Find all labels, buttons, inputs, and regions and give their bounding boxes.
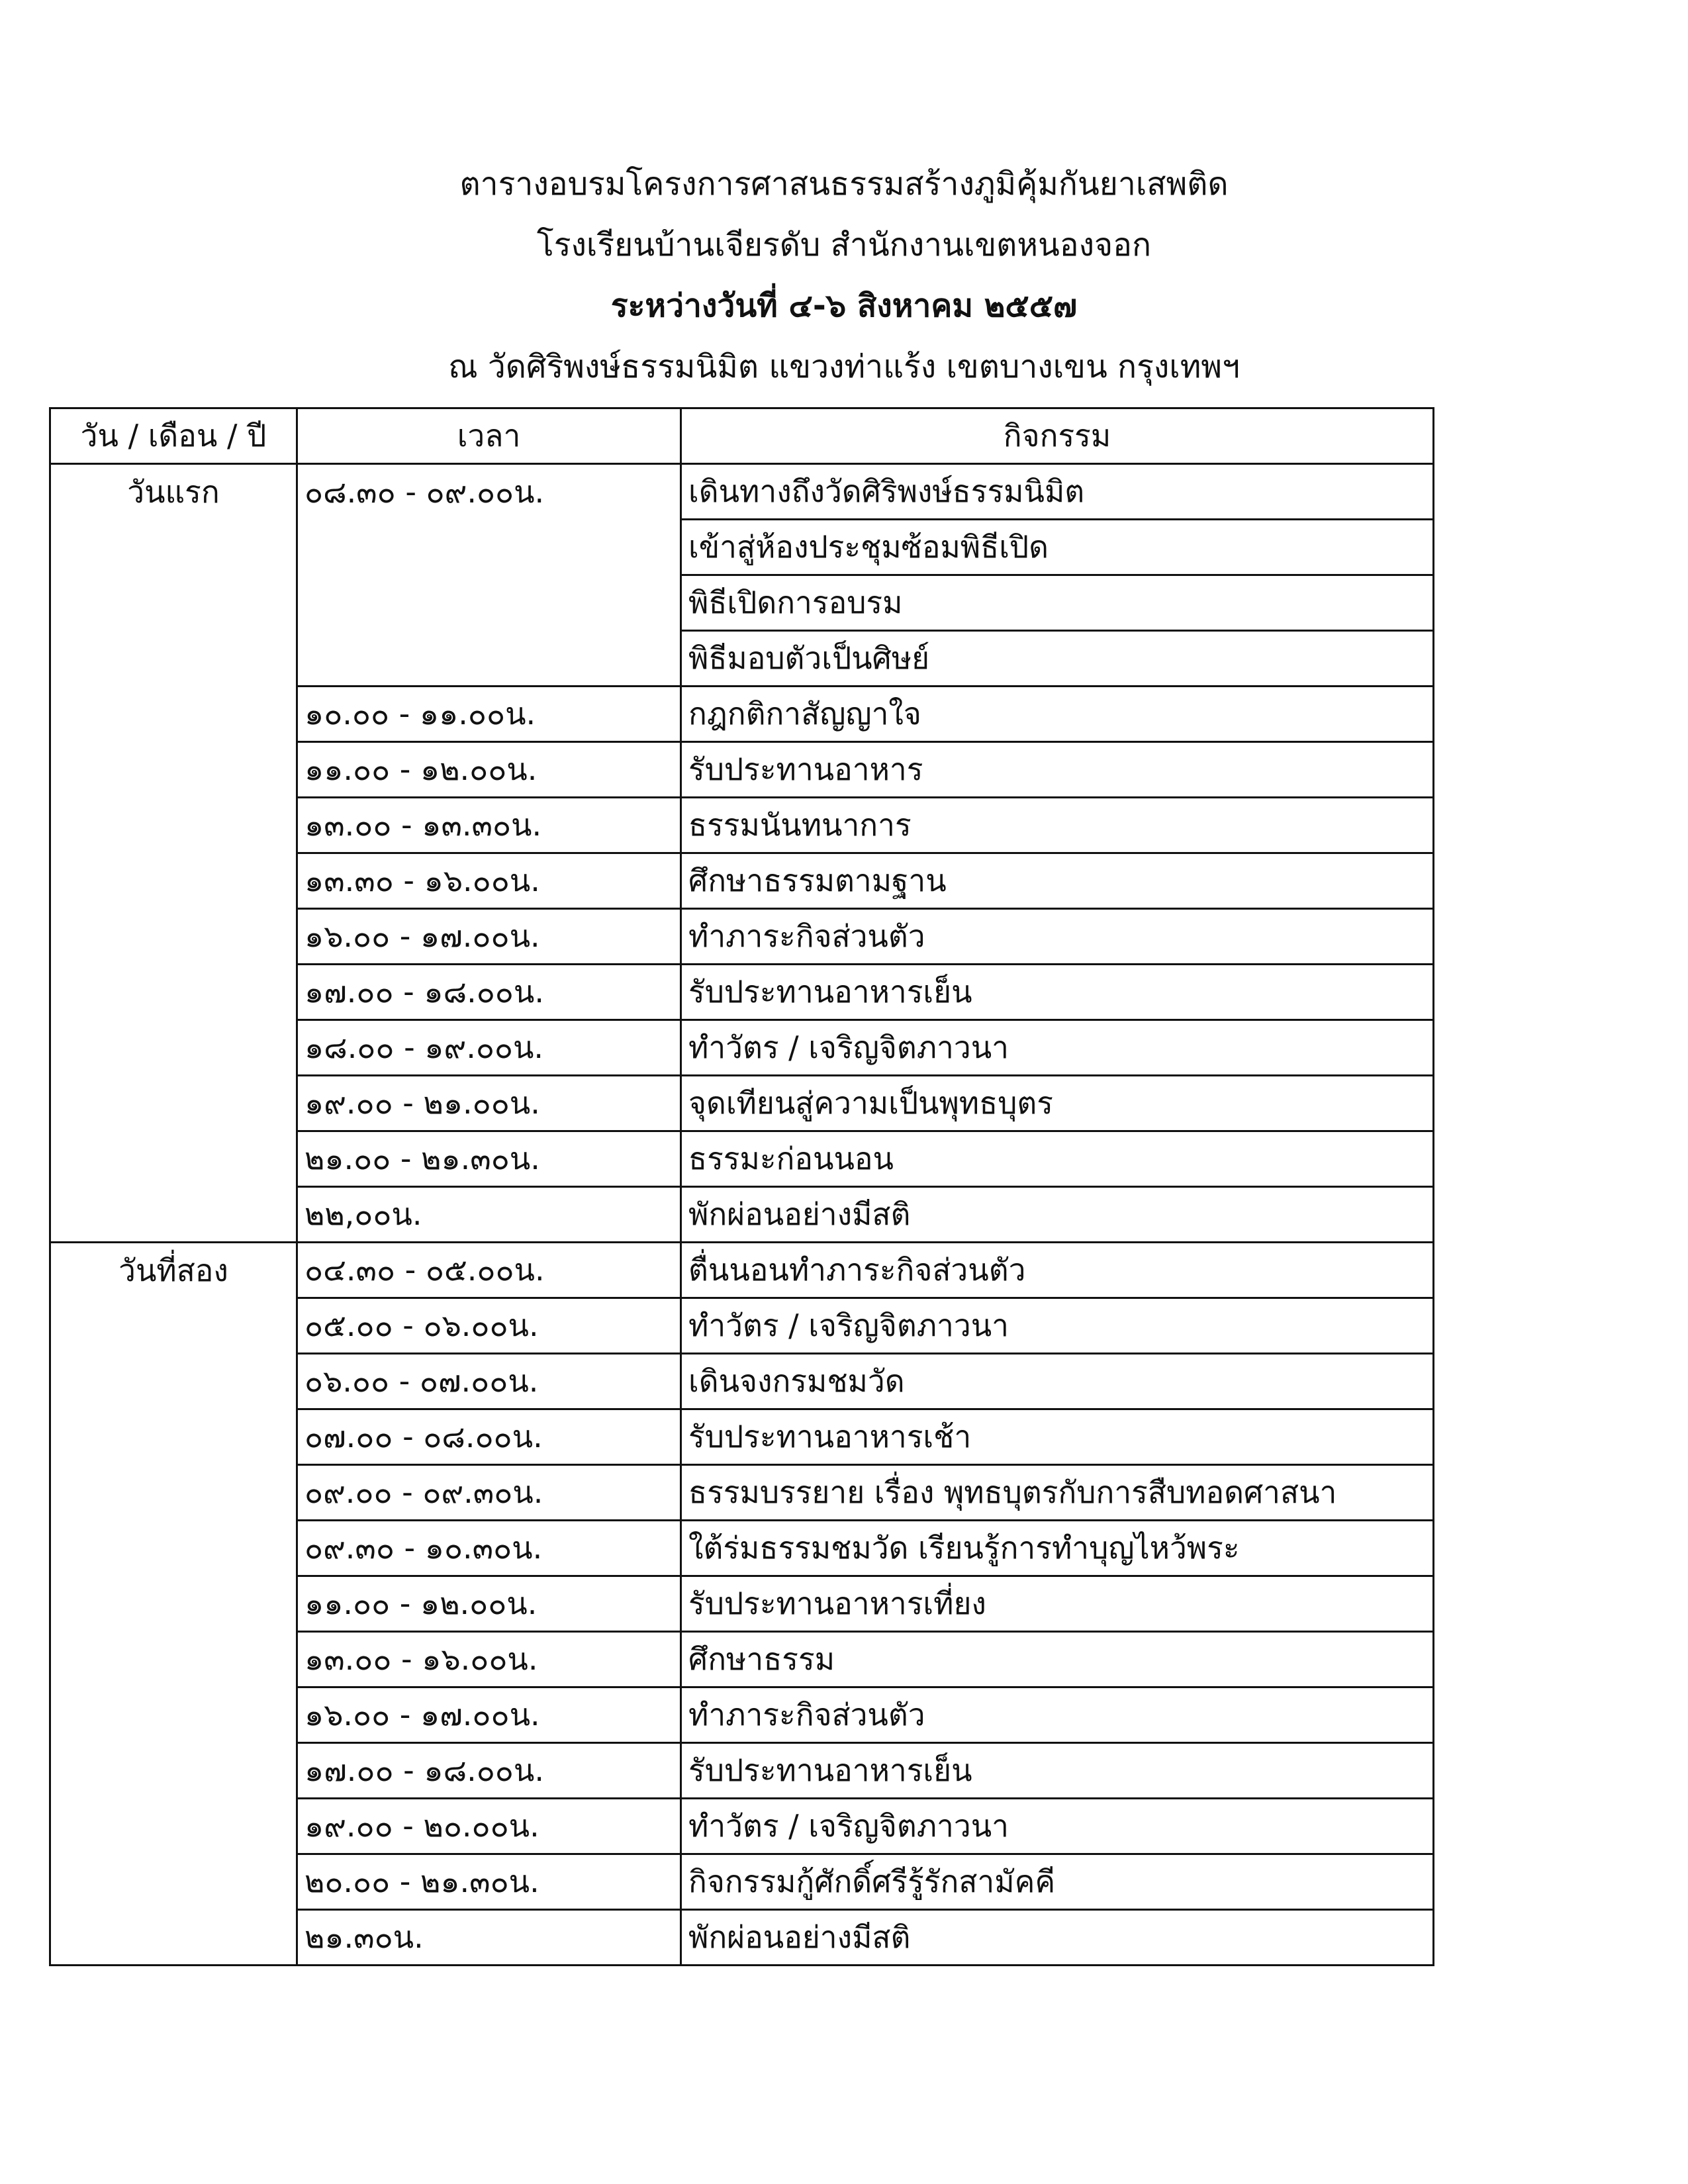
table-row (50, 464, 1434, 520)
time-cell: ๒๑.๐๐ - ๒๑.๓๐น. (297, 1131, 681, 1187)
column-header-activity: กิจกรรม (681, 408, 1434, 464)
activity-cell: พิธีเปิดการอบรม (681, 575, 1434, 631)
activity-cell: พักผ่อนอย่างมีสติ (681, 1910, 1434, 1966)
activity-cell: รับประทานอาหารเที่ยง (681, 1576, 1434, 1632)
table-row (50, 575, 1434, 631)
table-row (50, 1243, 1434, 1298)
activity-cell: ศึกษาธรรม (681, 1632, 1434, 1687)
time-cell: ๑๘.๐๐ - ๑๙.๐๐น. (297, 1020, 681, 1076)
day-cell (50, 575, 297, 631)
activity-cell: เข้าสู่ห้องประชุมซ้อมพิธีเปิด (681, 520, 1434, 575)
activity-cell: กิจกรรมกู้ศักดิ์ศรีรู้รักสามัคคี (681, 1854, 1434, 1910)
day-cell (50, 909, 297, 965)
activity-cell: ทำวัตร / เจริญจิตภาวนา (681, 1799, 1434, 1854)
activity-cell: ธรรมะก่อนนอน (681, 1131, 1434, 1187)
table-row (50, 631, 1434, 687)
time-cell: ๑๖.๐๐ - ๑๗.๐๐น. (297, 1687, 681, 1743)
column-header-time: เวลา (297, 408, 681, 464)
time-cell: ๑๖.๐๐ - ๑๗.๐๐น. (297, 909, 681, 965)
table-row (50, 1076, 1434, 1131)
day-cell (50, 1076, 297, 1131)
table-row (50, 687, 1434, 742)
activity-cell: เดินทางถึงวัดศิริพงษ์ธรรมนิมิต (681, 464, 1434, 520)
time-cell: ๐๘.๓๐ - ๐๙.๐๐น. (297, 464, 681, 520)
time-cell: ๑๗.๐๐ - ๑๘.๐๐น. (297, 965, 681, 1020)
time-cell: ๑๙.๐๐ - ๒๑.๐๐น. (297, 1076, 681, 1131)
activity-cell: รับประทานอาหารเย็น (681, 965, 1434, 1020)
day-cell (50, 1298, 297, 1354)
day-cell (50, 520, 297, 575)
time-cell: ๑๐.๐๐ - ๑๑.๐๐น. (297, 687, 681, 742)
heading-title: ตารางอบรมโครงการศาสนธรรมสร้างภูมิคุ้มกันยาเสพติด (459, 166, 1229, 203)
activity-cell: จุดเทียนสู่ความเป็นพุทธบุตร (681, 1076, 1434, 1131)
time-cell: ๐๔.๓๐ - ๐๕.๐๐น. (297, 1243, 681, 1298)
table-header-row (50, 408, 1434, 464)
day-cell (50, 1743, 297, 1799)
activity-cell: ทำภาระกิจส่วนตัว (681, 1687, 1434, 1743)
document-heading (0, 154, 1688, 397)
day-cell (50, 742, 297, 798)
activity-cell: พิธีมอบตัวเป็นศิษย์ (681, 631, 1434, 687)
day-cell (50, 1187, 297, 1243)
day-cell (50, 1465, 297, 1521)
day-cell (50, 631, 297, 687)
activity-cell: ศึกษาธรรมตามฐาน (681, 853, 1434, 909)
day-cell (50, 853, 297, 909)
table-row (50, 1298, 1434, 1354)
schedule-table (49, 407, 1434, 1966)
day-cell: วันแรก (50, 464, 297, 520)
activity-cell: ทำภาระกิจส่วนตัว (681, 909, 1434, 965)
schedule-body (50, 464, 1434, 1966)
day-cell (50, 1131, 297, 1187)
activity-cell: กฎกติกาสัญญาใจ (681, 687, 1434, 742)
activity-cell: รับประทานอาหาร (681, 742, 1434, 798)
time-cell: ๑๑.๐๐ - ๑๒.๐๐น. (297, 1576, 681, 1632)
time-cell: ๐๙.๐๐ - ๐๙.๓๐น. (297, 1465, 681, 1521)
table-row (50, 1354, 1434, 1409)
table-row (50, 520, 1434, 575)
column-header-date: วัน / เดือน / ปี (50, 408, 297, 464)
day-cell (50, 1576, 297, 1632)
day-cell (50, 1409, 297, 1465)
table-row (50, 1131, 1434, 1187)
activity-cell: เดินจงกรมชมวัด (681, 1354, 1434, 1409)
day-cell (50, 965, 297, 1020)
day-cell (50, 1521, 297, 1576)
activity-cell: ทำวัตร / เจริญจิตภาวนา (681, 1020, 1434, 1076)
table-row (50, 798, 1434, 853)
time-cell: ๑๙.๐๐ - ๒๐.๐๐น. (297, 1799, 681, 1854)
time-cell: ๑๑.๐๐ - ๑๒.๐๐น. (297, 742, 681, 798)
table-row (50, 1632, 1434, 1687)
table-row (50, 742, 1434, 798)
time-cell: ๒๐.๐๐ - ๒๑.๓๐น. (297, 1854, 681, 1910)
day-cell (50, 1910, 297, 1966)
time-cell (297, 631, 681, 687)
time-cell: ๑๗.๐๐ - ๑๘.๐๐น. (297, 1743, 681, 1799)
table-row (50, 1409, 1434, 1465)
day-cell (50, 798, 297, 853)
heading-venue: ณ วัดศิริพงษ์ธรรมนิมิต แขวงท่าแร้ง เขตบางเขน กรุงเทพฯ (448, 348, 1240, 385)
table-row (50, 909, 1434, 965)
activity-cell: พักผ่อนอย่างมีสติ (681, 1187, 1434, 1243)
time-cell: ๒๑.๓๐น. (297, 1910, 681, 1966)
table-row (50, 1854, 1434, 1910)
time-cell: ๐๕.๐๐ - ๐๖.๐๐น. (297, 1298, 681, 1354)
table-row (50, 965, 1434, 1020)
activity-cell: ใต้ร่มธรรมชมวัด เรียนรู้การทำบุญไหว้พระ (681, 1521, 1434, 1576)
activity-cell: ธรรมนันทนาการ (681, 798, 1434, 853)
activity-cell: รับประทานอาหารเช้า (681, 1409, 1434, 1465)
activity-cell: ทำวัตร / เจริญจิตภาวนา (681, 1298, 1434, 1354)
time-cell (297, 575, 681, 631)
day-cell: วันที่สอง (50, 1243, 297, 1298)
day-cell (50, 1632, 297, 1687)
table-row (50, 1799, 1434, 1854)
time-cell: ๐๙.๓๐ - ๑๐.๓๐น. (297, 1521, 681, 1576)
activity-cell: รับประทานอาหารเย็น (681, 1743, 1434, 1799)
heading-school: โรงเรียนบ้านเจียรดับ สำนักงานเขตหนองจอก (536, 226, 1152, 263)
table-row (50, 1187, 1434, 1243)
day-cell (50, 1854, 297, 1910)
table-row (50, 1743, 1434, 1799)
day-cell (50, 1020, 297, 1076)
table-row (50, 1020, 1434, 1076)
table-row (50, 1910, 1434, 1966)
time-cell: ๑๓.๐๐ - ๑๖.๐๐น. (297, 1632, 681, 1687)
time-cell: ๑๓.๐๐ - ๑๓.๓๐น. (297, 798, 681, 853)
time-cell: ๐๗.๐๐ - ๐๘.๐๐น. (297, 1409, 681, 1465)
time-cell (297, 520, 681, 575)
activity-cell: ธรรมบรรยาย เรื่อง พุทธบุตรกับการสืบทอดศาสนา (681, 1465, 1434, 1521)
table-row (50, 1576, 1434, 1632)
activity-cell: ตื่นนอนทำภาระกิจส่วนตัว (681, 1243, 1434, 1298)
table-row (50, 1465, 1434, 1521)
time-cell: ๐๖.๐๐ - ๐๗.๐๐น. (297, 1354, 681, 1409)
time-cell: ๒๒,๐๐น. (297, 1187, 681, 1243)
table-row (50, 853, 1434, 909)
heading-dates: ระหว่างวันที่ ๔-๖ สิงหาคม ๒๕๕๗ (610, 287, 1078, 324)
table-row (50, 1521, 1434, 1576)
table-row (50, 1687, 1434, 1743)
day-cell (50, 687, 297, 742)
day-cell (50, 1799, 297, 1854)
day-cell (50, 1354, 297, 1409)
day-cell (50, 1687, 297, 1743)
time-cell: ๑๓.๓๐ - ๑๖.๐๐น. (297, 853, 681, 909)
